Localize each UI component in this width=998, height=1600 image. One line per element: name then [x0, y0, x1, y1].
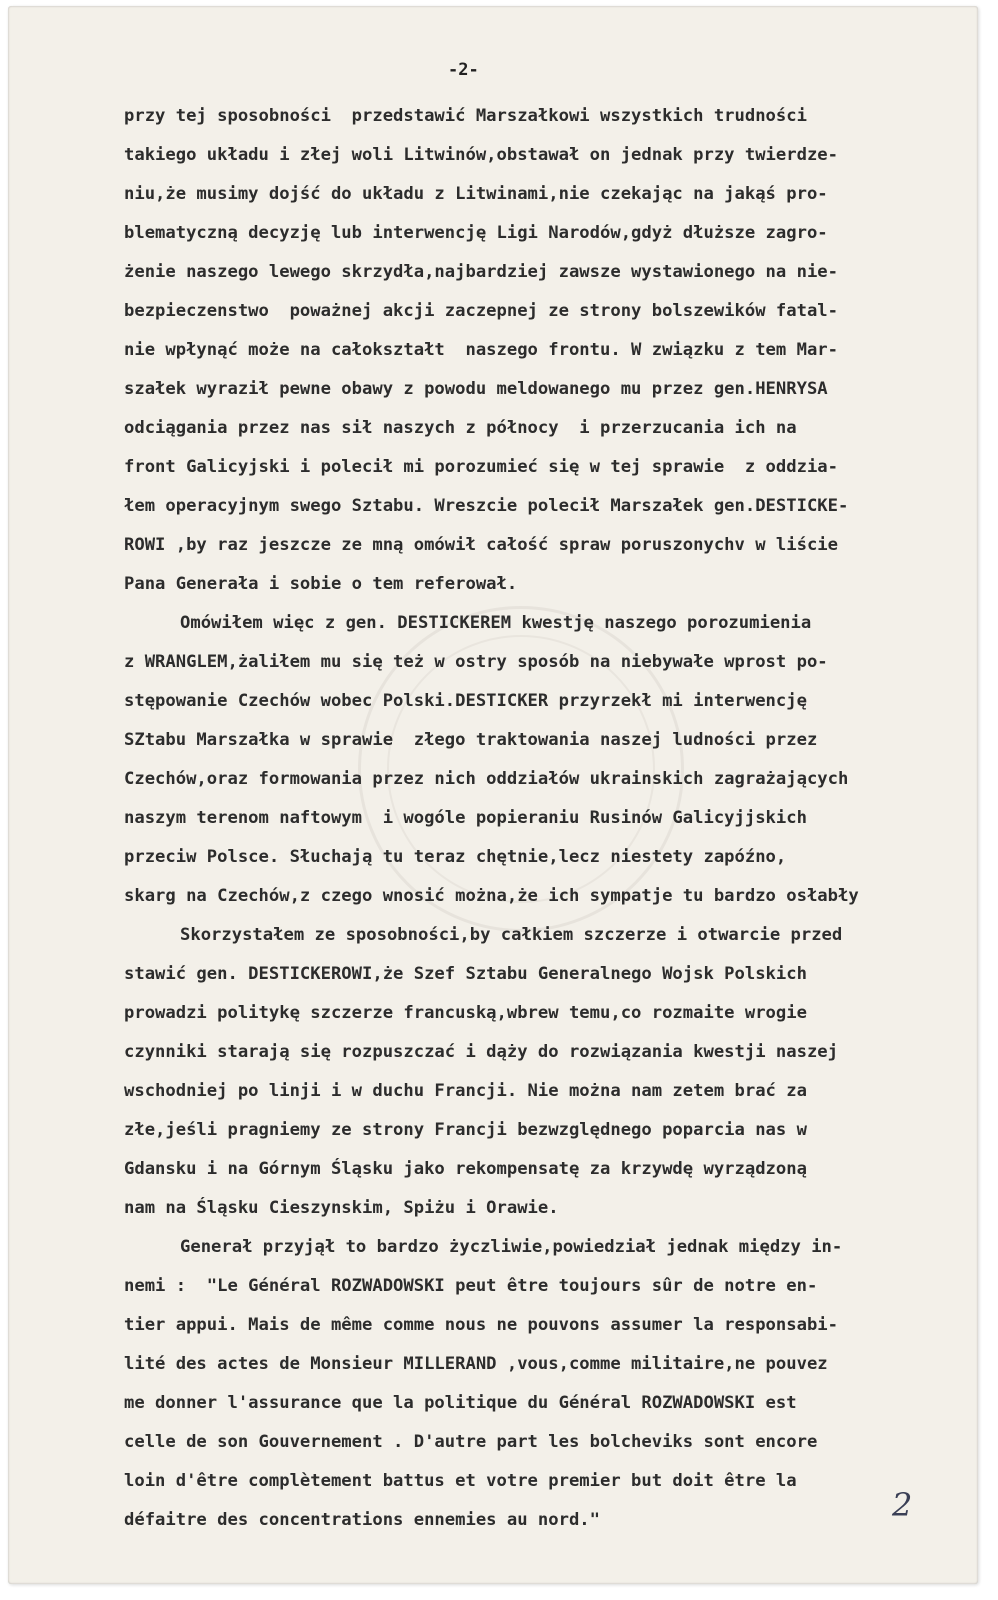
text-line: z WRANGLEM,żaliłem mu się też w ostry sposób na niebywałe wprost po- — [124, 652, 828, 672]
text-line: SZtabu Marszałka w sprawie złego traktowania naszej ludności przez — [124, 730, 818, 750]
text-line: loin d'être complètement battus et votre premier but doit être la — [124, 1471, 797, 1491]
text-line: Czechów,oraz formowania przez nich oddziałów ukrainskich zagrażających — [124, 769, 849, 789]
text-line: Omówiłem więc z gen. DESTICKEREM kwestję naszego porozumienia — [180, 613, 812, 633]
text-line: naszym terenom naftowym i wogóle popieraniu Rusinów Galicyjjskich — [124, 808, 807, 828]
text-line: prowadzi politykę szczerze francuską,wbrew temu,co rozmaite wrogie — [124, 1003, 807, 1023]
text-line: łem operacyjnym swego Sztabu. Wreszcie polecił Marszałek gen.DESTICKE- — [124, 496, 849, 516]
text-line: me donner l'assurance que la politique du Général ROZWADOWSKI est — [124, 1393, 797, 1413]
text-line: stępowanie Czechów wobec Polski.DESTICKER przyrzekł mi interwencję — [124, 691, 807, 711]
text-line: lité des actes de Monsieur MILLERAND ,vous,comme militaire,ne pouvez — [124, 1354, 828, 1374]
text-line: czynniki starają się rozpuszczać i dąży do rozwiązania kwestji naszej — [124, 1042, 838, 1062]
text-line: bezpieczenstwo poważnej akcji zaczepnej ze strony bolszewików fatal- — [124, 301, 838, 321]
text-line: szałek wyraził pewne obawy z powodu meldowanego mu przez gen.HENRYSA — [124, 379, 828, 399]
handwritten-page-number: 2 — [892, 1486, 913, 1524]
document-page — [8, 6, 978, 1584]
text-line: Generał przyjął to bardzo życzliwie,powiedział jednak między in- — [180, 1237, 843, 1257]
text-line: tier appui. Mais de même comme nous ne pouvons assumer la responsabi- — [124, 1315, 838, 1335]
text-line: przy tej sposobności przedstawić Marszałkowi wszystkich trudności — [124, 106, 807, 126]
typed-text-body — [124, 97, 964, 1540]
text-line: celle de son Gouvernement . D'autre part les bolcheviks sont encore — [124, 1432, 818, 1452]
text-line: odciągania przez nas sił naszych z północy i przerzucania ich na — [124, 418, 797, 438]
text-line: przeciw Polsce. Słuchają tu teraz chętnie,lecz niestety zapóźno, — [124, 847, 787, 867]
text-line: nam na Śląsku Cieszynskim, Spiżu i Orawie. — [124, 1198, 559, 1218]
text-line: ROWI ,by raz jeszcze ze mną omówił całość spraw poruszonychv w liście — [124, 535, 838, 555]
text-line: niu,że musimy dojść do układu z Litwinami,nie czekając na jakąś pro- — [124, 184, 828, 204]
text-line: skarg na Czechów,z czego wnosić można,że ich sympatje tu bardzo osłabły — [124, 886, 859, 906]
text-line: front Galicyjski i polecił mi porozumieć się w tej sprawie z oddzia- — [124, 457, 838, 477]
text-line: nie wpłynąć może na całokształt naszego frontu. W związku z tem Mar- — [124, 340, 838, 360]
text-line: Gdansku i na Górnym Śląsku jako rekompensatę za krzywdę wyrządzoną — [124, 1159, 807, 1179]
text-line: nemi : "Le Général ROZWADOWSKI peut être toujours sûr de notre en- — [124, 1276, 818, 1296]
text-line: wschodniej po linji i w duchu Francji. Nie można nam zetem brać za — [124, 1081, 807, 1101]
text-line: złe,jeśli pragniemy ze strony Francji bezwzględnego poparcia nas w — [124, 1120, 807, 1140]
text-line: défaitre des concentrations ennemies au nord." — [124, 1510, 600, 1530]
text-line: takiego układu i złej woli Litwinów,obstawał on jednak przy twierdze- — [124, 145, 838, 165]
text-line: blematyczną decyzję lub interwencję Ligi Narodów,gdyż dłuższe zagro- — [124, 223, 828, 243]
text-line: Skorzystałem ze sposobności,by całkiem szczerze i otwarcie przed — [180, 925, 843, 945]
text-line: stawić gen. DESTICKEROWI,że Szef Sztabu Generalnego Wojsk Polskich — [124, 964, 807, 984]
page-number: -2- — [448, 60, 479, 80]
text-line: żenie naszego lewego skrzydła,najbardziej zawsze wystawionego na nie- — [124, 262, 838, 282]
text-line: Pana Generała i sobie o tem referował. — [124, 574, 518, 594]
